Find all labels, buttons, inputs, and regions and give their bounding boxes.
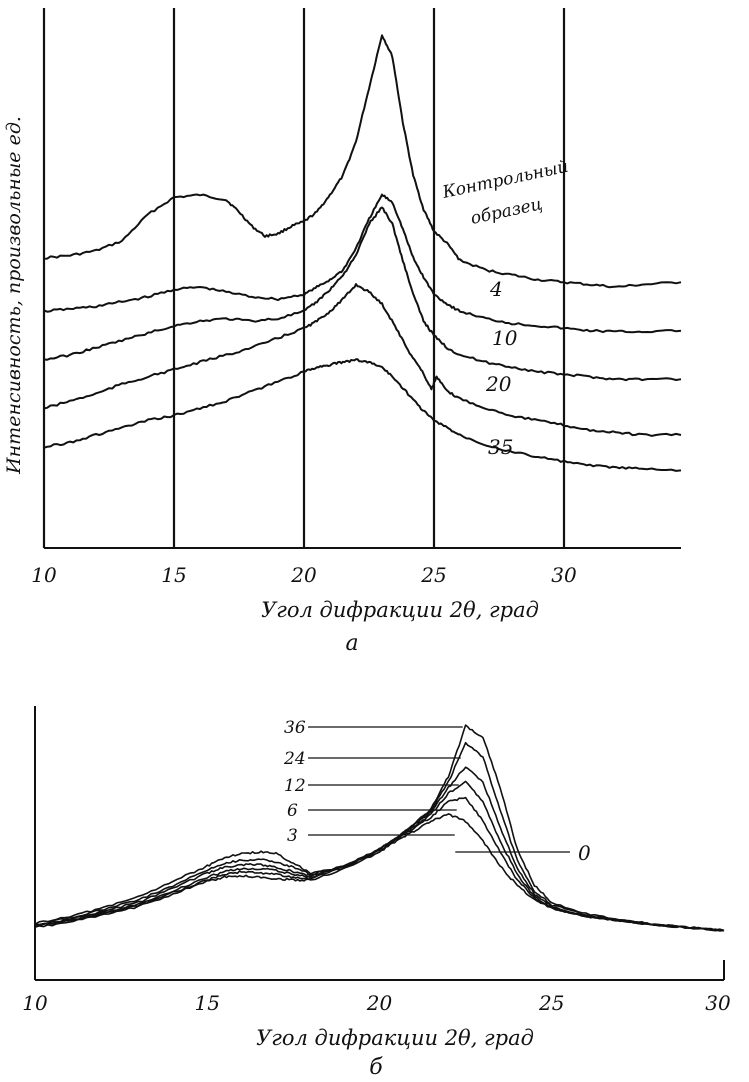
panel-a-tick-label: 30 xyxy=(551,563,577,587)
panel-a-series-label: 20 xyxy=(486,372,512,396)
panel-a-tick-label: 15 xyxy=(161,563,187,587)
panel-b-series-label: 3 xyxy=(287,826,298,846)
panel-b-series-6 xyxy=(35,781,724,930)
panel-b-letter: б xyxy=(369,1055,383,1080)
panel-a-xlabel: Угол дифракции 2θ, град xyxy=(261,598,539,622)
panel-a-tick-label: 10 xyxy=(31,563,57,587)
panel-a-ylabel: Интенсивность, произвольные ед. xyxy=(3,116,25,474)
panel-a-series-20 xyxy=(44,284,681,436)
panel-b-series-0 xyxy=(35,814,724,931)
panel-a-series-label: 35 xyxy=(488,435,514,459)
panel-a-series-4 xyxy=(44,195,681,333)
panel-b-series-label: 6 xyxy=(287,801,298,821)
panel-a xyxy=(3,8,681,656)
panel-b-series-label: 24 xyxy=(284,749,306,769)
panel-a-series-label: 4 xyxy=(490,277,503,301)
panel-a-series-label: 10 xyxy=(492,326,518,350)
panel-b-series-label: 36 xyxy=(284,718,306,738)
panel-a-tick-label: 20 xyxy=(291,563,317,587)
panel-b xyxy=(22,706,731,1080)
panel-b-tick-label: 25 xyxy=(539,991,565,1015)
panel-a-series-control xyxy=(44,35,681,287)
panel-b-tick-label: 15 xyxy=(194,991,220,1015)
panel-b-tick-label: 10 xyxy=(22,991,48,1015)
panel-b-series-label: 12 xyxy=(284,776,306,796)
panel-a-series-label: Контрольный xyxy=(440,156,571,203)
panel-a-letter: а xyxy=(345,631,359,656)
panel-b-series-label: 0 xyxy=(578,841,591,865)
panel-b-tick-label: 20 xyxy=(366,991,393,1015)
panel-b-series-3 xyxy=(35,798,724,931)
panel-b-tick-label: 30 xyxy=(705,991,731,1015)
panel-b-xlabel: Угол дифракции 2θ, град xyxy=(256,1026,534,1050)
panel-a-series-label: образец xyxy=(468,194,545,229)
panel-a-tick-label: 25 xyxy=(421,563,447,587)
